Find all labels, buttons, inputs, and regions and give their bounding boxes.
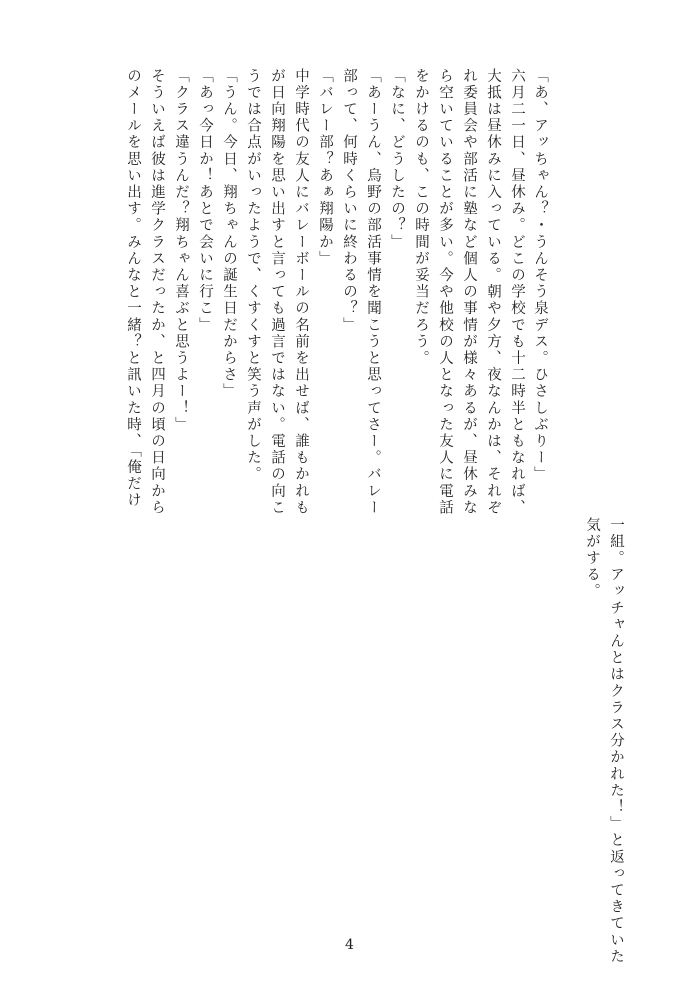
text-line: れ委員会や部活に塾など個人の事情が様々あるが、昼休みな (461, 68, 477, 517)
text-line: 「クラス違うんだ？翔ちゃん喜ぶと思うよー！」 (173, 68, 189, 434)
text-line: うでは合点がいったようで、くすくすと笑う声がした。 (245, 68, 261, 483)
text-line: が日向翔陽を思い出すと言っても過言ではない。電話の向こ (269, 68, 285, 517)
text-line: 大抵は昼休みに入っている。朝や夕方、夜なんかは、それぞ (485, 68, 501, 517)
text-line: 「あっ今日か！あとで会いに行こ」 (197, 68, 213, 334)
text-line: 「バレー部？あぁ翔陽か」 (317, 68, 333, 268)
text-line: をかけるのも、この時間が妥当だろう。 (413, 68, 429, 367)
text-line: 一組。アッチャんとはクラス分かれた！」と返ってきていた (608, 517, 624, 966)
text-line: ら空いていることが多い。今や他校の人となった友人に電話 (437, 68, 453, 517)
text-line: 「うん。今日、翔ちゃんの誕生日だからさ」 (221, 68, 237, 400)
page-number: 4 (345, 937, 354, 953)
text-line: そういえば彼は進学クラスだったか、と四月の頃の日向から (149, 68, 165, 517)
text-line: 六月二一日、昼休み。どこの学校でも十二時半ともなれば、 (509, 68, 525, 517)
text-line: 中学時代の友人にバレーボールの名前を出せば、誰もかれも (293, 68, 309, 517)
text-line: 「あ、アッちゃん？・うんそう泉デス。ひさしぶりー」 (532, 68, 548, 483)
text-line: 「あーうん、烏野の部活事情を聞こうと思ってさー。バレー (365, 68, 381, 517)
text-line: のメールを思い出す。みんなと一緒？と訊いた時、「俺だけ (125, 68, 141, 509)
text-line: 気がする。 (584, 517, 600, 600)
text-line: 部って、何時くらいに終わるの？」 (341, 68, 357, 334)
text-line: 「なに、どうしたの？」 (389, 68, 405, 251)
